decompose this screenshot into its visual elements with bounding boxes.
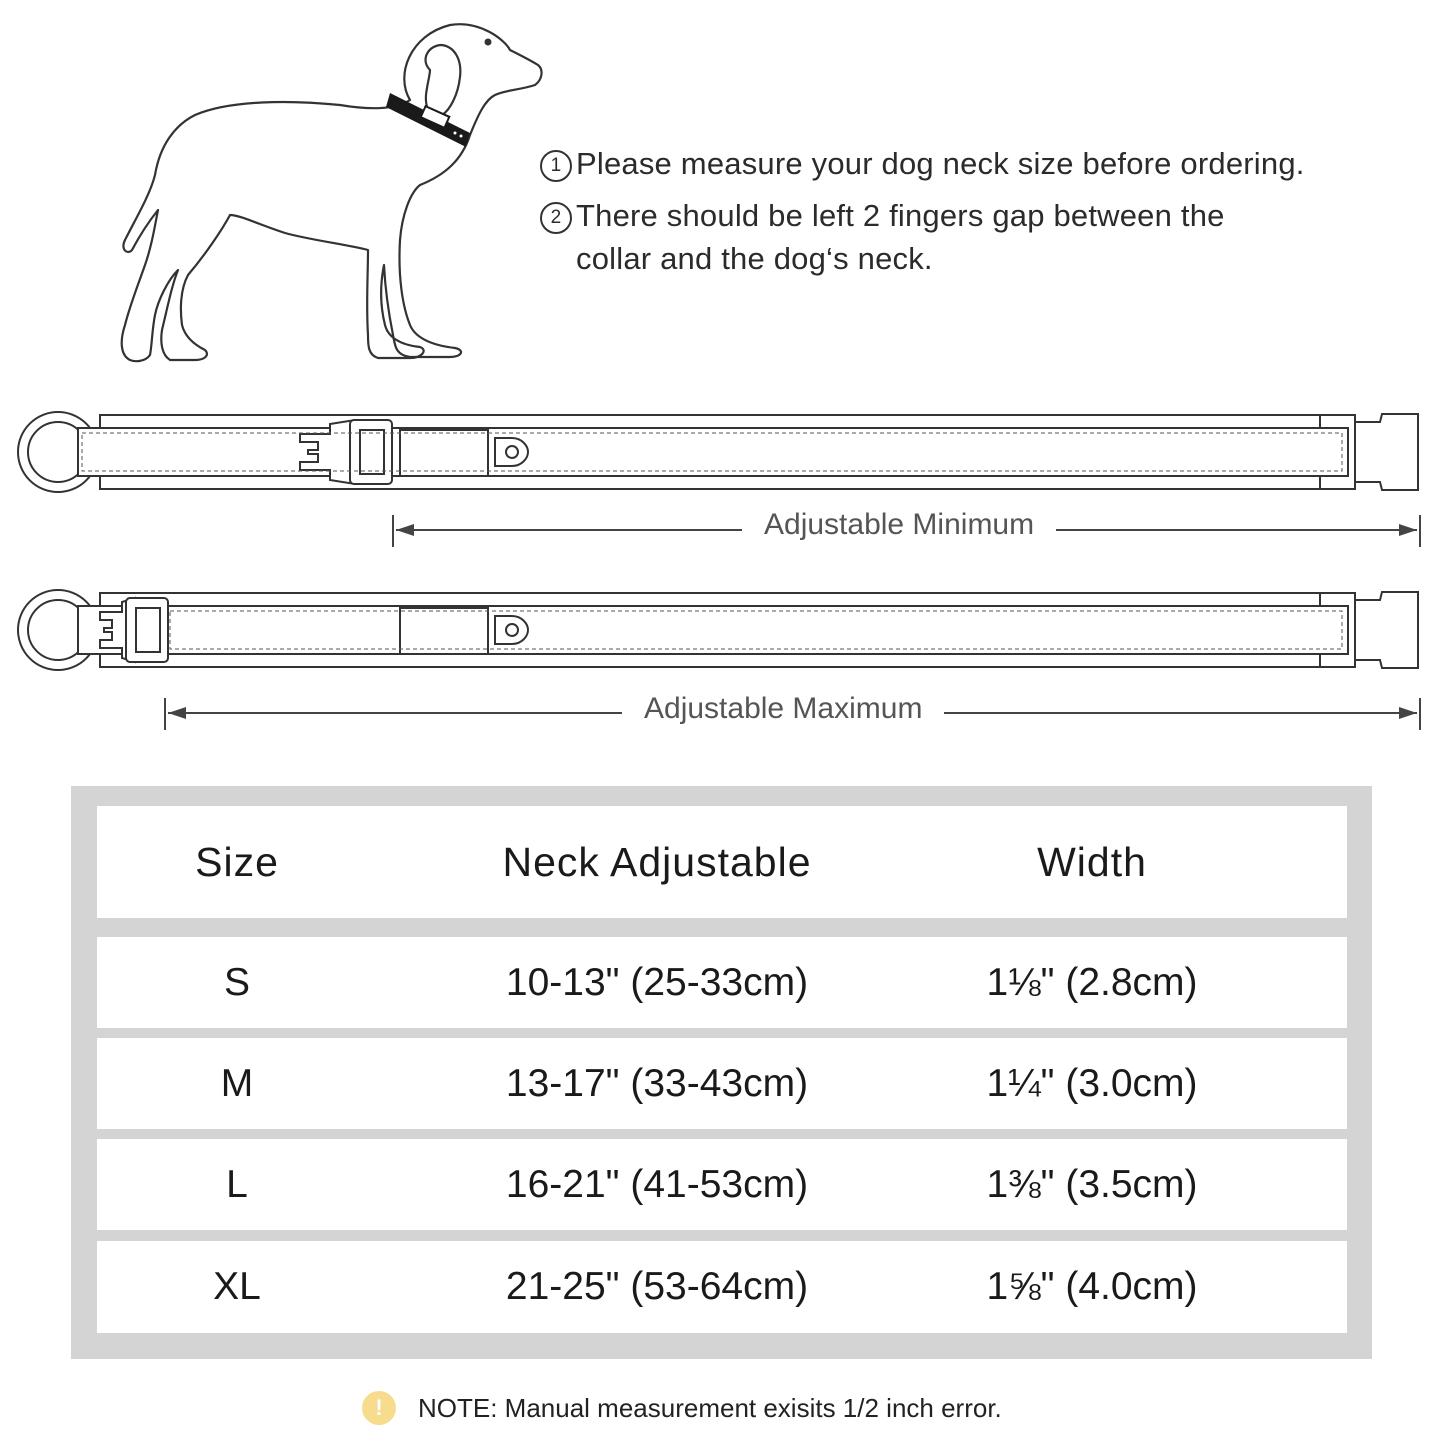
note — [362, 1388, 1002, 1428]
collar-maximum-illustration — [0, 578, 1445, 688]
width-cell: 1⅛" (2.8cm) — [986, 960, 1198, 1004]
size-cell: M — [220, 1061, 254, 1105]
exclamation-icon: ! — [362, 1391, 396, 1425]
instruction-2: 2 There should be left 2 fingers gap between the — [540, 198, 1225, 234]
width-cell: 1⅝" (4.0cm) — [986, 1265, 1198, 1308]
header-width: Width — [1037, 838, 1147, 885]
header-neck-adjustable: Neck Adjustable — [502, 838, 812, 885]
neck-cell: 16-21" (41-53cm) — [505, 1162, 809, 1206]
collar-minimum-illustration — [0, 400, 1445, 510]
size-table — [71, 786, 1372, 1359]
table-row — [97, 1139, 1347, 1230]
table-row — [97, 1241, 1347, 1333]
adjustable-minimum-label: Adjustable Minimum — [742, 508, 1056, 542]
minimum-dimension-line — [0, 505, 1445, 555]
step-number-1: 1 — [540, 150, 572, 182]
width-cell: 1⅜" (3.5cm) — [986, 1162, 1198, 1206]
neck-cell: 13-17" (33-43cm) — [505, 1061, 809, 1105]
adjustable-maximum-label: Adjustable Maximum — [622, 692, 944, 726]
step-number-2: 2 — [540, 202, 572, 234]
neck-cell: 10-13" (25-33cm) — [505, 960, 809, 1004]
width-cell: 1¼" (3.0cm) — [986, 1061, 1198, 1105]
instruction-1: 1 Please measure your dog neck size before ordering. — [540, 146, 1305, 182]
instruction-2-continued: collar and the dog‘s neck. — [576, 241, 933, 276]
table-header-row — [97, 806, 1347, 918]
neck-cell: 21-25" (53-64cm) — [505, 1265, 809, 1308]
table-row — [97, 1038, 1347, 1129]
table-row — [97, 937, 1347, 1028]
size-cell: L — [226, 1162, 248, 1206]
size-cell: XL — [213, 1265, 261, 1308]
size-cell: S — [223, 960, 250, 1004]
dog-illustration — [110, 15, 560, 370]
note-text: NOTE: Manual measurement exisits 1/2 inch error. — [418, 1392, 1002, 1423]
header-size: Size — [195, 838, 279, 885]
